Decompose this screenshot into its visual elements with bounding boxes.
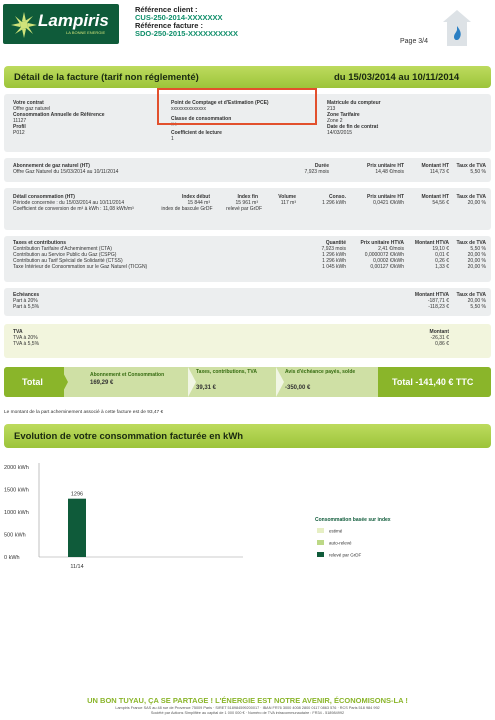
taxes-row-qty: 7,923 mois [321, 246, 346, 252]
abo-total-value: 169,29 € [90, 380, 114, 386]
taxes-row-montant: 0,01 € [435, 252, 449, 258]
tva-panel [4, 324, 491, 358]
conso-index-debut: 15 844 m³ [187, 200, 210, 206]
taxes-row-tva: 5,50 % [470, 246, 486, 252]
fin-label: Date de fin de contrat [327, 124, 379, 130]
echeances-panel [4, 288, 491, 316]
echeances-h-tva: Taux de TVA [456, 292, 486, 298]
legend-label: auto-relevé [329, 540, 352, 546]
abo-total-label: Abonnement et Consommation [90, 372, 165, 378]
ref-client-label: Référence client : [135, 5, 198, 14]
tva-row-label: TVA à 20% [13, 335, 38, 341]
taxes-row-qty: 1 296 kWh [322, 258, 346, 264]
coef-label: Coefficient de lecture [171, 130, 222, 136]
conso-index-fin: 15 961 m³ [235, 200, 258, 206]
conso-conso: 1 296 kWh [322, 200, 346, 206]
abo-montant: 114,73 € [429, 169, 449, 175]
echeance-row-tva: 5,50 % [470, 304, 486, 310]
taxes-h-quantite: Quantité [325, 240, 346, 246]
taxes-row-tva: 20,00 % [467, 264, 486, 270]
car-label: Consommation Annuelle de Référence [13, 112, 105, 118]
taxes-row-montant: 19,10 € [432, 246, 449, 252]
legend-title: Consommation basée sur index [315, 517, 391, 523]
coef-value: 1 [171, 136, 174, 142]
legend-swatch [317, 528, 324, 533]
zone-label: Zone Tarifaire [327, 112, 360, 118]
tva-h-montant: Montant [429, 329, 449, 335]
house-flame-icon [442, 8, 472, 48]
taxes-row-qty: 1 045 kWh [322, 264, 346, 270]
evolution-header-bar [4, 424, 491, 448]
taxes-panel [4, 236, 491, 282]
profil-label: Profil [13, 124, 26, 130]
car-value: 11127 [13, 118, 27, 124]
abonnement-title: Abonnement de gaz naturel (HT) [13, 163, 90, 169]
conso-line1: Période concernée : du 15/03/2014 au 10/11/2014 [13, 200, 125, 206]
ref-facture-value: SDO-250-2015-XXXXXXXXXX [135, 29, 238, 38]
zone-value: Zone 2 [327, 118, 343, 124]
abo-h-tva: Taux de TVA [456, 163, 486, 169]
taxes-row-prix: 0,00127 €/kWh [370, 264, 404, 270]
brand-tagline: LA BONNE ENERGIE [66, 30, 106, 35]
footer-legal-line1: Lampiris France SAS au 48 rue de Provence 75009 Paris · SIRET 518984599200017 · IBAN FR76 3000 4008 2800 0117 0863 576 · RCS Paris 518 984 992 [115, 706, 380, 710]
total-label: Total [4, 367, 64, 397]
conso-h-tva: Taux de TVA [456, 194, 486, 200]
classe-value: B1 [171, 122, 178, 128]
ref-facture-label: Référence facture : [135, 21, 203, 30]
taxes-row-qty: 1 296 kWh [322, 252, 346, 258]
taxes-row-prix: 2,41 €/mois [378, 246, 404, 252]
conso-index-debut-note: index de bascule GrDF [161, 206, 213, 212]
tva-row-label: TVA à 5,5% [13, 341, 40, 347]
taxes-row-tva: 20,00 % [467, 252, 486, 258]
footer-legal-line2: Société par Actions Simplifiée au capital de 1 000 000 € · Numéro de TVA intracommunautaire : FR34 - 518984992 [150, 711, 345, 715]
abo-h-prix: Prix unitaire HT [367, 163, 404, 169]
detail-header-bar [4, 66, 491, 88]
detail-title: Détail de la facture (tarif non réglementé) [14, 72, 199, 83]
conso-prix: 0,0421 €/kWh [373, 200, 404, 206]
bar [68, 499, 86, 557]
taxes-h-prix: Prix unitaire HTVA [360, 240, 404, 246]
echeance-row-label: Part à 5,5% [13, 304, 40, 310]
echeance-row-tva: 20,00 % [467, 298, 486, 304]
evolution-title: Evolution de votre consommation facturée en kWh [14, 431, 244, 442]
conso-index-fin-note: relevé par GrDF [226, 206, 262, 212]
tva-row-montant: 0,86 € [435, 341, 449, 347]
y-tick-label: 2000 kWh [4, 465, 29, 471]
references [135, 6, 238, 38]
conso-title: Détail consommation (HT) [13, 194, 75, 200]
taxes-row-label: Taxe Intérieur de Consommation sur le Gaz Naturel (TICGN) [13, 264, 148, 270]
echeances-title: Echéances [13, 292, 40, 298]
taxes-row-label: Contribution Tarifaire d'Acheminement (CTA) [13, 246, 112, 252]
bar-data-label: 1296 [70, 491, 84, 498]
taxes-row-montant: 1,33 € [435, 264, 449, 270]
echeance-row-montant: -187,71 € [427, 298, 449, 304]
tva-row-montant: -26,31 € [430, 335, 449, 341]
abo-prix: 14,48 €/mois [375, 169, 404, 175]
grand-total: Total -141,40 € TTC [378, 367, 491, 397]
taxes-row-label: Contribution au Tarif Spécial de Solidarité (CTSS) [13, 258, 123, 264]
footer-legal [0, 706, 495, 716]
conso-line2: Coefficient de conversion de m³ à kWh : 11,08 kWh/m³ [13, 206, 134, 212]
abo-tva: 5,50 % [470, 169, 486, 175]
abo-h-duree: Durée [314, 163, 329, 169]
y-tick-label: 1000 kWh [4, 510, 29, 516]
acheminement-note: Le montant de la part acheminement associé à cette facture est de 93,47 € [4, 410, 164, 415]
conso-h-prix: Prix unitaire HT [367, 194, 404, 200]
conso-montant: 54,56 € [432, 200, 449, 206]
consumption-chart [0, 455, 495, 585]
ref-client-value: CUS-250-2014-XXXXXXX [135, 13, 223, 22]
taxes-row-prix: 0,0000072 €/kWh [364, 252, 404, 258]
conso-h-montant: Montant HT [421, 194, 449, 200]
taxes-title: Taxes et contributions [13, 240, 66, 246]
pce-value: xxxxxxxxxxxxxx [171, 106, 206, 112]
pce-label: Point de Comptage et d'Estimation (PCE) [171, 100, 269, 106]
conso-h-volume: Volume [278, 194, 296, 200]
pce-highlight-box [157, 88, 317, 125]
sun-icon [11, 12, 37, 38]
conso-h-index-fin: Index fin [237, 194, 258, 200]
brand-name: Lampiris [38, 11, 109, 30]
matricule-label: Matricule du compteur [327, 100, 381, 106]
taxes-row-montant: 0,26 € [435, 258, 449, 264]
tva-title: TVA [13, 329, 23, 335]
legend-swatch [317, 540, 324, 545]
taxes-row-tva: 20,00 % [467, 258, 486, 264]
y-tick-label: 1500 kWh [4, 487, 29, 494]
contract-label: Votre contrat [13, 100, 44, 106]
y-tick-label: 0 kWh [4, 555, 20, 561]
avis-total-value: -350,00 € [285, 385, 311, 391]
taxes-row-label: Contribution au Service Public du Gaz (CSPG) [13, 252, 117, 258]
matricule-value: 213 [327, 106, 336, 112]
classe-label: Classe de consommation [171, 116, 232, 122]
abo-duree: 7,923 mois [304, 169, 329, 175]
legend-swatch [317, 552, 324, 557]
x-tick-label: 11/14 [70, 564, 84, 570]
conso-panel [4, 188, 491, 230]
legend-label: relevé par GrDF [329, 552, 362, 558]
taxes-total-label: Taxes, contributions, TVA [196, 369, 257, 375]
taxes-h-montant: Montant HTVA [414, 240, 449, 246]
contract-value: Offre gaz naturel [13, 106, 51, 112]
echeances-h-montant: Montant HTVA [414, 292, 449, 298]
conso-h-conso: Conso. [329, 194, 346, 200]
legend-label: estimé [329, 528, 343, 534]
fin-value: 14/03/2015 [327, 130, 353, 136]
profil-value: P012 [13, 130, 25, 136]
echeance-row-montant: -118,23 € [428, 304, 449, 310]
conso-tva: 20,00 % [467, 200, 486, 206]
page-number: Page 3/4 [400, 38, 429, 45]
taxes-h-tva: Taux de TVA [456, 240, 486, 246]
abo-h-montant: Montant HT [421, 163, 449, 169]
avis-total-label: Avis d'échéance payés, solde [285, 369, 356, 375]
conso-h-index-debut: Index début [181, 194, 210, 200]
abonnement-desc: Offre Gaz Naturel du 15/03/2014 au 10/11/2014 [13, 169, 119, 175]
y-tick-label: 500 kWh [4, 532, 26, 539]
detail-period: du 15/03/2014 au 10/11/2014 [334, 72, 460, 83]
taxes-row-prix: 0,0002 €/kWh [373, 258, 404, 264]
footer-slogan: UN BON TUYAU, ÇA SE PARTAGE ! L'ÉNERGIE EST NOTRE AVENIR, ÉCONOMISONS-LA ! [87, 696, 408, 705]
taxes-total-value: 39,31 € [196, 385, 217, 391]
echeance-row-label: Part à 20% [13, 298, 38, 304]
conso-volume: 117 m³ [280, 200, 296, 206]
abonnement-panel [4, 158, 491, 182]
